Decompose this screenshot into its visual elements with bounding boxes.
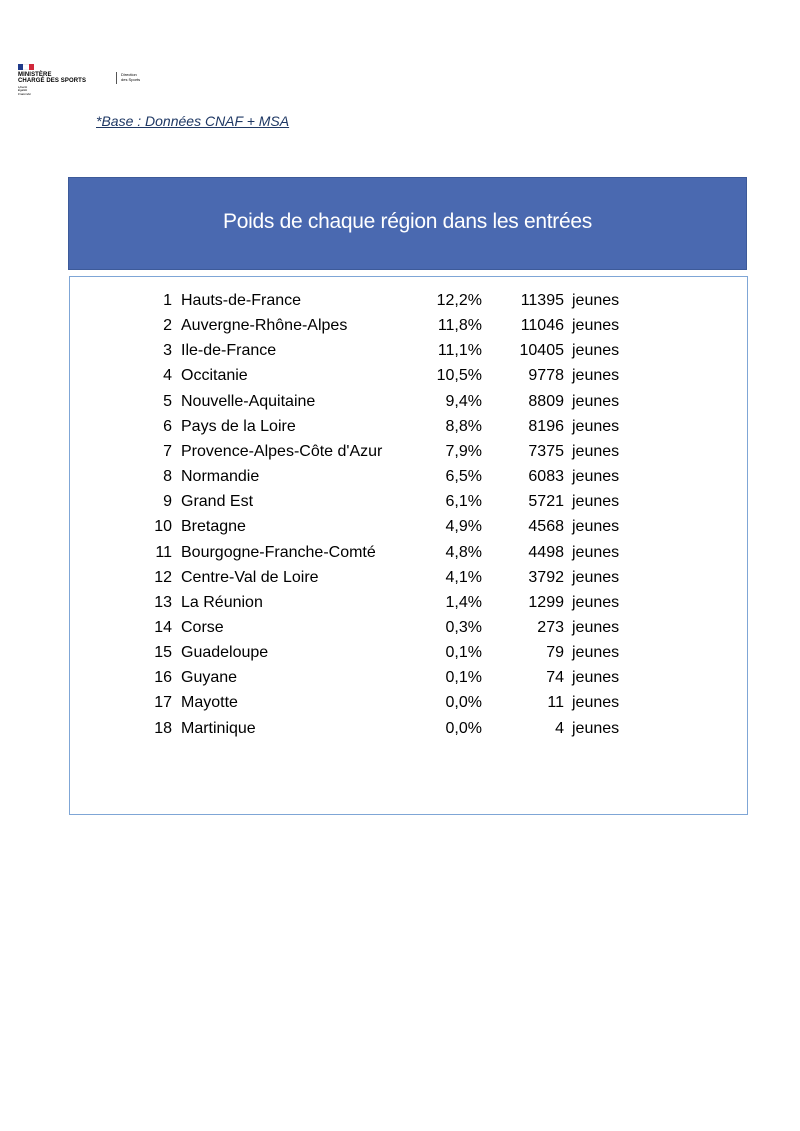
region-name: Hauts-de-France bbox=[181, 292, 302, 309]
direction-line-2: des Sports bbox=[121, 77, 141, 82]
region-unit: jeunes bbox=[572, 518, 620, 536]
region-rank: 18 bbox=[154, 719, 172, 737]
list-item bbox=[70, 489, 747, 514]
region-rank: 15 bbox=[154, 644, 172, 662]
region-percentage: 4,9% bbox=[445, 518, 482, 536]
region-name: Provence-Alpes-Côte d'Azur bbox=[181, 442, 383, 460]
list-item bbox=[70, 540, 747, 565]
list-item bbox=[70, 338, 747, 363]
region-name: Occitanie bbox=[181, 367, 248, 385]
ministry-logo bbox=[18, 64, 141, 100]
region-unit: jeunes bbox=[572, 417, 620, 435]
region-count: 1299 bbox=[528, 593, 564, 611]
republic-motto bbox=[18, 86, 31, 96]
region-unit: jeunes bbox=[572, 392, 620, 410]
region-count: 273 bbox=[537, 618, 564, 636]
french-flag-icon bbox=[18, 64, 34, 70]
base-note: *Base : Données CNAF + MSA bbox=[96, 113, 290, 129]
region-rank: 12 bbox=[154, 568, 172, 586]
region-unit: jeunes bbox=[572, 493, 620, 511]
list-item bbox=[70, 716, 747, 741]
region-count: 74 bbox=[546, 669, 564, 687]
region-rank: 10 bbox=[154, 518, 172, 536]
region-count: 8809 bbox=[528, 392, 564, 410]
region-count: 10405 bbox=[519, 342, 564, 360]
list-item bbox=[70, 464, 747, 489]
region-percentage: 1,4% bbox=[445, 593, 482, 611]
region-percentage: 0,1% bbox=[445, 644, 482, 662]
ministry-line-2: CHARGÉ DES SPORTS bbox=[18, 78, 87, 84]
region-unit: jeunes bbox=[572, 292, 620, 309]
region-name: Nouvelle-Aquitaine bbox=[181, 392, 316, 410]
region-unit: jeunes bbox=[572, 694, 620, 712]
region-rank: 16 bbox=[154, 669, 172, 687]
region-unit: jeunes bbox=[572, 367, 620, 385]
region-percentage: 0,0% bbox=[445, 694, 482, 712]
logo-divider bbox=[116, 72, 117, 84]
list-item bbox=[70, 389, 747, 414]
region-unit: jeunes bbox=[572, 317, 620, 335]
region-unit: jeunes bbox=[572, 669, 620, 687]
list-item bbox=[70, 514, 747, 539]
region-rank: 7 bbox=[163, 442, 172, 460]
region-rank: 4 bbox=[163, 367, 172, 385]
region-name: Guyane bbox=[181, 669, 238, 687]
region-rank: 14 bbox=[154, 618, 172, 636]
region-rank: 9 bbox=[163, 493, 172, 511]
region-name: Normandie bbox=[181, 468, 260, 486]
list-item bbox=[70, 690, 747, 715]
region-percentage: 4,1% bbox=[445, 568, 482, 586]
region-name: Martinique bbox=[181, 719, 256, 737]
region-rank: 13 bbox=[154, 593, 172, 611]
region-count: 3792 bbox=[528, 568, 564, 586]
list-item bbox=[70, 565, 747, 590]
region-rank: 17 bbox=[154, 694, 172, 712]
region-percentage: 9,4% bbox=[445, 392, 482, 410]
region-unit: jeunes bbox=[572, 644, 620, 662]
region-percentage: 12,2% bbox=[436, 292, 482, 309]
region-count: 9778 bbox=[528, 367, 564, 385]
region-rank: 8 bbox=[163, 468, 172, 486]
region-name: Bourgogne-Franche-Comté bbox=[181, 543, 376, 561]
title-banner bbox=[68, 177, 747, 270]
region-name: Auvergne-Rhône-Alpes bbox=[181, 317, 348, 335]
region-percentage: 0,1% bbox=[445, 669, 482, 687]
motto-line-2: Égalité bbox=[18, 88, 28, 93]
list-item bbox=[70, 288, 747, 313]
region-unit: jeunes bbox=[572, 719, 620, 737]
region-rank: 2 bbox=[163, 317, 172, 335]
region-count: 7375 bbox=[528, 442, 564, 460]
region-count: 11 bbox=[547, 694, 564, 712]
region-rank: 6 bbox=[163, 417, 172, 435]
region-name: Grand Est bbox=[181, 493, 254, 511]
region-unit: jeunes bbox=[572, 468, 620, 486]
region-count: 5721 bbox=[528, 493, 564, 511]
motto-line-1: Liberté bbox=[18, 85, 28, 89]
list-item bbox=[70, 439, 747, 464]
region-count: 4498 bbox=[528, 543, 564, 561]
region-unit: jeunes bbox=[572, 568, 620, 586]
region-rank: 1 bbox=[163, 292, 172, 309]
list-item bbox=[70, 363, 747, 388]
region-rank: 3 bbox=[163, 342, 172, 360]
region-count: 11046 bbox=[520, 317, 564, 335]
list-item bbox=[70, 590, 747, 615]
region-percentage: 7,9% bbox=[445, 442, 482, 460]
region-percentage: 0,0% bbox=[445, 719, 482, 737]
region-count: 4 bbox=[555, 719, 564, 737]
region-unit: jeunes bbox=[572, 618, 620, 636]
region-name: Guadeloupe bbox=[181, 644, 269, 662]
region-name: La Réunion bbox=[181, 593, 263, 611]
region-count: 8196 bbox=[528, 417, 564, 435]
region-percentage: 11,8% bbox=[437, 317, 482, 335]
region-percentage: 8,8% bbox=[445, 417, 482, 435]
region-percentage: 10,5% bbox=[436, 367, 482, 385]
region-name: Pays de la Loire bbox=[181, 417, 296, 435]
list-item bbox=[70, 615, 747, 640]
region-rank: 5 bbox=[163, 392, 172, 410]
region-name: Bretagne bbox=[181, 518, 246, 536]
list-item bbox=[70, 640, 747, 665]
region-percentage: 11,1% bbox=[437, 342, 482, 360]
region-percentage: 4,8% bbox=[445, 543, 482, 561]
region-count: 6083 bbox=[528, 468, 564, 486]
ministry-name bbox=[18, 72, 86, 84]
list-item bbox=[70, 665, 747, 690]
motto-line-3: Fraternité bbox=[18, 91, 31, 96]
direction-name bbox=[121, 72, 140, 82]
region-unit: jeunes bbox=[572, 543, 620, 561]
region-name: Corse bbox=[181, 618, 224, 636]
page-title: Poids de chaque région dans les entrées bbox=[223, 210, 592, 233]
region-unit: jeunes bbox=[572, 593, 620, 611]
region-unit: jeunes bbox=[572, 342, 620, 360]
region-name: Centre-Val de Loire bbox=[181, 568, 319, 586]
region-count: 11395 bbox=[520, 292, 564, 309]
region-unit: jeunes bbox=[572, 442, 620, 460]
list-item bbox=[70, 313, 747, 338]
region-rank: 11 bbox=[155, 543, 172, 561]
ministry-line-1: MINISTÈRE bbox=[18, 72, 52, 78]
region-percentage: 0,3% bbox=[445, 618, 482, 636]
region-percentage: 6,5% bbox=[445, 468, 482, 486]
region-name: Ile-de-France bbox=[181, 342, 277, 360]
direction-line-1: Direction bbox=[121, 72, 137, 77]
region-percentage: 6,1% bbox=[445, 493, 482, 511]
region-name: Mayotte bbox=[181, 694, 238, 712]
list-item bbox=[70, 414, 747, 439]
region-count: 79 bbox=[546, 644, 564, 662]
region-count: 4568 bbox=[528, 518, 564, 536]
region-list bbox=[69, 276, 748, 815]
